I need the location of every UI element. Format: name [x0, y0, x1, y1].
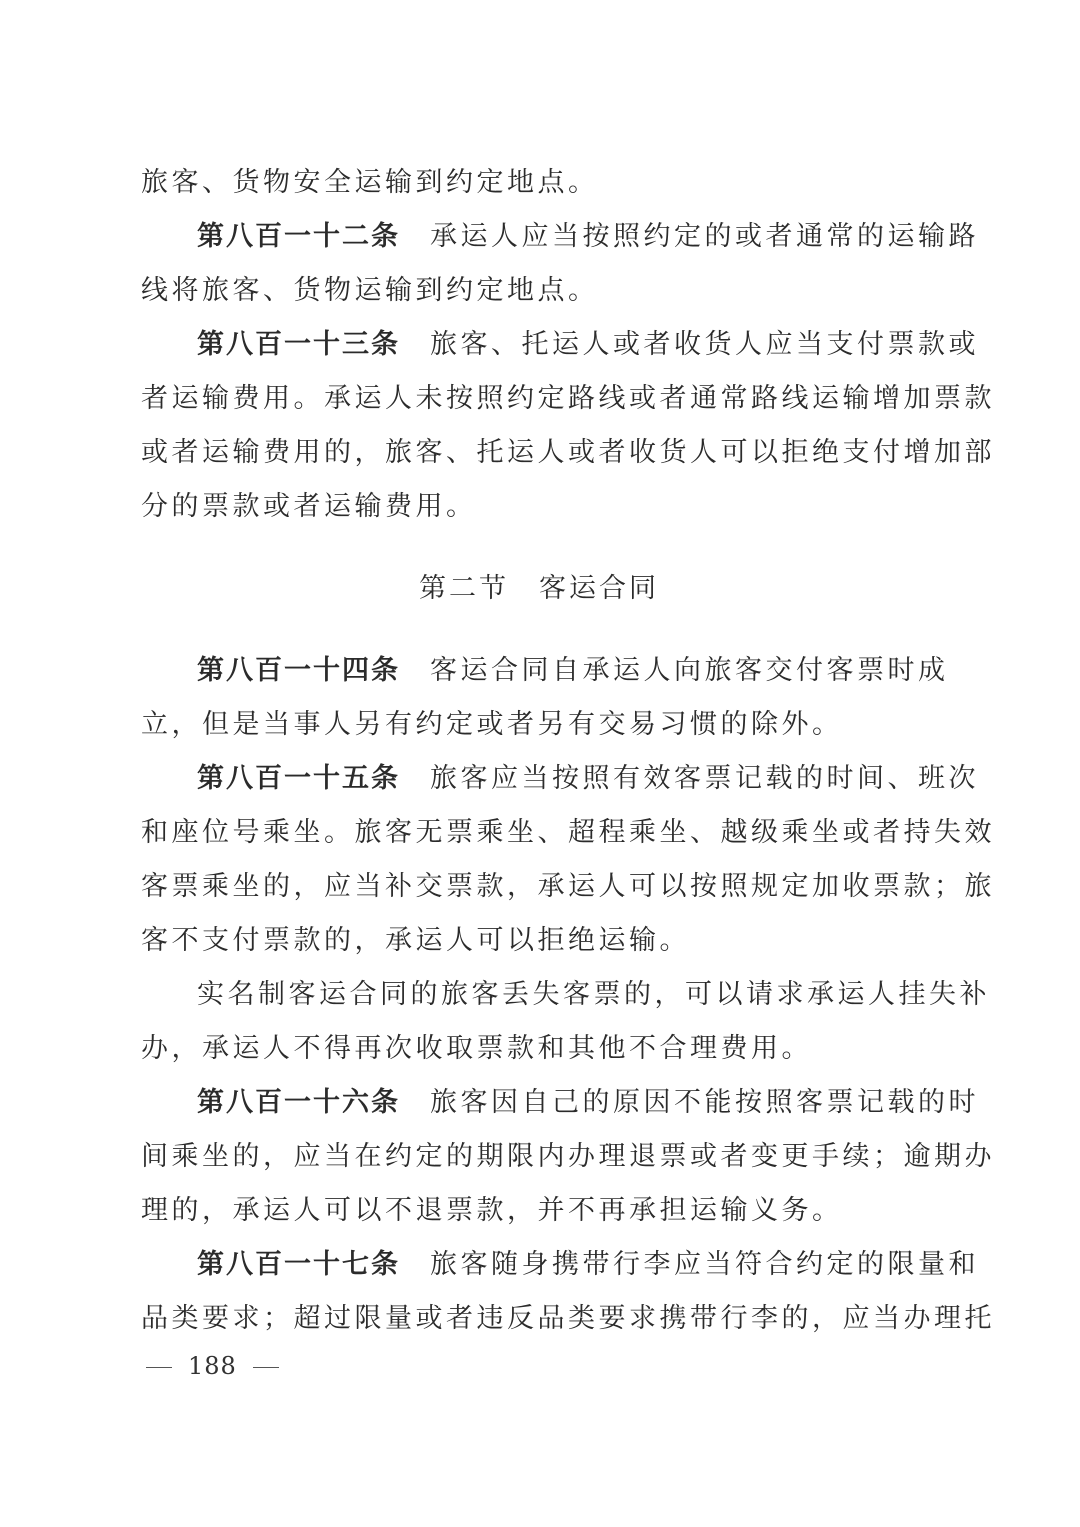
paragraph: [141, 968, 990, 1076]
paragraph: [141, 156, 937, 210]
text-line: [141, 1238, 979, 1292]
document-body: [141, 156, 995, 1346]
line-text: 办，承运人不得再次收取票款和其他不合理费用。: [141, 1033, 812, 1064]
line-text: 品类要求；超过限量或者违反品类要求携带行李的，应当办理托: [141, 1303, 995, 1334]
text-line: [141, 968, 990, 1022]
line-text: 客不支付票款的，承运人可以拒绝运输。: [141, 925, 690, 956]
article-paragraph: [141, 318, 995, 534]
article-paragraph: [141, 210, 979, 318]
article-number: 第八百一十六条: [197, 1087, 400, 1118]
line-text: 线将旅客、货物运输到约定地点。: [141, 275, 599, 306]
article-number: 第八百一十五条: [197, 763, 400, 794]
line-text: 客票乘坐的，应当补交票款，承运人可以按照规定加收票款；旅: [141, 871, 995, 902]
text-line: [141, 318, 979, 372]
line-text: 或者运输费用的，旅客、托运人或者收货人可以拒绝支付增加部: [141, 437, 995, 468]
text-line: [141, 480, 937, 534]
article-number: 第八百一十二条: [197, 221, 400, 252]
text-line: [141, 1076, 979, 1130]
text-line: [141, 426, 995, 480]
text-line: [141, 1130, 995, 1184]
article-paragraph: [141, 644, 949, 752]
line-text: 实名制客运合同的旅客丢失客票的，可以请求承运人挂失补: [197, 979, 990, 1010]
line-text: 客运合同自承运人向旅客交付客票时成: [430, 655, 949, 686]
left-dash: [146, 1367, 172, 1368]
section-title: 客运合同: [539, 573, 659, 604]
text-line: [141, 156, 937, 210]
text-line: [141, 1022, 937, 1076]
article-number: 第八百一十七条: [197, 1249, 400, 1280]
page-number: 188: [188, 1352, 237, 1380]
article-number: 第八百一十三条: [197, 329, 400, 360]
text-line: [141, 210, 979, 264]
article-paragraph: [141, 1076, 995, 1238]
text-line: [141, 644, 949, 698]
text-line: [141, 752, 979, 806]
text-line: [141, 1292, 995, 1346]
line-text: 旅客、货物安全运输到约定地点。: [141, 167, 599, 198]
article-paragraph: [141, 1238, 995, 1346]
line-text: 旅客随身携带行李应当符合约定的限量和: [430, 1249, 979, 1280]
text-line: [141, 806, 995, 860]
line-text: 间乘坐的，应当在约定的期限内办理退票或者变更手续；逾期办: [141, 1141, 995, 1172]
line-text: 者运输费用。承运人未按照约定路线或者通常路线运输增加票款: [141, 383, 995, 414]
section-heading: [141, 562, 937, 616]
article-number: 第八百一十四条: [197, 655, 400, 686]
line-text: 和座位号乘坐。旅客无票乘坐、超程乘坐、越级乘坐或者持失效: [141, 817, 995, 848]
text-line: [141, 860, 995, 914]
line-text: 旅客因自己的原因不能按照客票记载的时: [430, 1087, 979, 1118]
line-text: 理的，承运人可以不退票款，并不再承担运输义务。: [141, 1195, 843, 1226]
section-number: 第二节: [419, 573, 509, 604]
text-line: [141, 698, 937, 752]
article-paragraph: [141, 752, 995, 968]
page-footer: [130, 1352, 295, 1380]
line-text: 承运人应当按照约定的或者通常的运输路: [430, 221, 979, 252]
text-line: [141, 264, 937, 318]
line-text: 立，但是当事人另有约定或者另有交易习惯的除外。: [141, 709, 843, 740]
line-text: 旅客、托运人或者收货人应当支付票款或: [430, 329, 979, 360]
line-text: 分的票款或者运输费用。: [141, 491, 477, 522]
text-line: [141, 1184, 937, 1238]
text-line: [141, 914, 937, 968]
line-text: 旅客应当按照有效客票记载的时间、班次: [430, 763, 979, 794]
right-dash: [253, 1367, 279, 1368]
text-line: [141, 372, 995, 426]
